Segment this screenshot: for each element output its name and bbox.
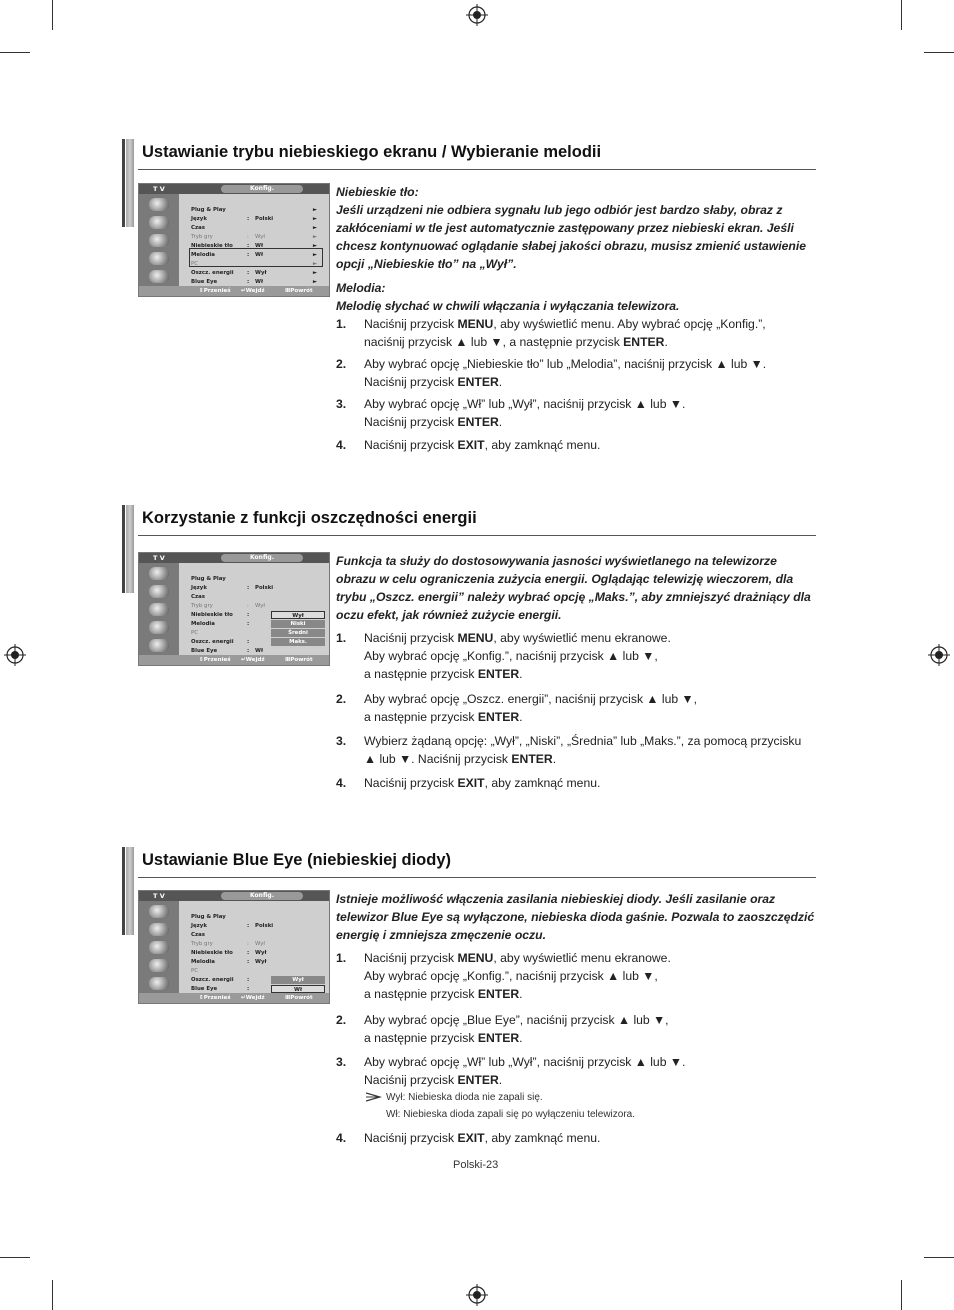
step-text: Naciśnij przycisk EXIT, aby zamknąć menu. bbox=[364, 776, 601, 790]
osd-row: Melodia : bbox=[191, 621, 250, 627]
sound-icon bbox=[149, 585, 169, 598]
osd-tv-label: T V bbox=[153, 185, 165, 193]
section-divider bbox=[138, 169, 816, 170]
picture-icon bbox=[149, 567, 169, 580]
section-title: Ustawianie Blue Eye (niebieskiej diody) bbox=[142, 851, 452, 869]
picture-icon bbox=[149, 905, 169, 918]
osd-row: PC bbox=[191, 968, 199, 974]
description-blue-screen: Niebieskie tło: Jeśli urządzeni nie odbiera sygnału lub jego odbiór jest bardzo słaby, obraz z zakłóceniami w tle jest automatycznie zastępowany przez niebieski ekran. Jeśli chcesz kontynuować oglądanie słabej jakości obrazu, musisz zmienić ustawienie opcji „Niebieskie tło” na „Wył”. Melodia: Melodię słychać w chwili włączania i wyłączania telewizora. bbox=[336, 185, 807, 313]
step-text: Naciśnij przycisk MENU, aby wyświetlić menu ekranowe. Aby wybrać opcję „Konfig.”, naciśnij przycisk ▲ lub ▼, a następnie przycisk ENTER. bbox=[364, 631, 671, 681]
osd-row: Tryb gry : Wył ► bbox=[191, 234, 317, 240]
osd-tab-label: Konfig. bbox=[221, 554, 303, 562]
osd-menu-screenshot bbox=[138, 183, 330, 297]
osd-row: Niebieskie tło : bbox=[191, 612, 250, 618]
osd-row: Język : Polski bbox=[191, 923, 274, 929]
osd-footer: ⇕ Przenieś ↵ Wejdź Ⅲ Powrót bbox=[139, 993, 329, 1003]
section-divider bbox=[138, 877, 816, 878]
crop-mark bbox=[0, 52, 30, 53]
registration-mark-icon bbox=[466, 1284, 488, 1306]
setup-icon bbox=[149, 270, 169, 283]
osd-row: Melodia : Wył bbox=[191, 959, 267, 965]
picture-icon bbox=[149, 198, 169, 211]
osd-row: Melodia : Wł ► bbox=[191, 252, 317, 258]
crop-mark bbox=[924, 1257, 954, 1258]
step-text: Naciśnij przycisk MENU, aby wyświetlić menu ekranowe. Aby wybrać opcję „Konfig.”, naciśnij przycisk ▲ lub ▼, a następnie przycisk ENTER. bbox=[364, 951, 671, 1001]
description-energy-saving: Funkcja ta służy do dostosowywania jasności wyświetlanego na telewizorze obrazu w celu ograniczenia zużycia energii. Oglądając telewizję wieczorem, dla trybu „Oszcz. energii” należy wybrać opcję „Maks.”, aby zmniejszyć drażniący dla oczu efekt, jak również zużycie energii. bbox=[336, 554, 811, 622]
osd-row: Tryb gry : Wył bbox=[191, 603, 265, 609]
osd-menu-screenshot bbox=[138, 890, 330, 1004]
osd-sidebar bbox=[139, 901, 179, 993]
osd-row: Język : Polski bbox=[191, 585, 274, 591]
osd-menu-screenshot bbox=[138, 552, 330, 666]
section-blue-eye: Ustawianie Blue Eye (niebieskiej diody) T V Konfig. Plug & Play Język : Polski Czas Tryb gry : Wył Niebieskie tło : Wył Melodia : Wył PC Oszcz. energii : Blue Eye : Wył Wł ⇕ Przenieś ↵ Wejdź Ⅲ Powrót Istnieje możliwość włączenia zasilania niebieskiej diody. Jeśli zasilanie oraz telewizor Blue Eye są wyłączone, niebieska dioda gaśnie. Pozwala to zaoszczędzić energię i zmniejsza zmęczenie oczu. 1. Naciśnij przycisk MENU, aby wyświetlić menu ekranowe. Aby wybrać opcję „Konfig.”, naciśnij przycisk ▲ lub ▼, a następnie przycisk ENTER. 2. Aby wybrać opcję „Blue Eye”, naciśnij przycisk ▲ lub ▼, a następnie przycisk ENTER. 3. Aby wybrać opcję „Wł” lub „Wył”, naciśnij przycisk ▲ lub ▼. Naciśnij przycisk ENTER. Wył: Niebieska dioda nie zapali się. Wł: Niebieska dioda zapali się po wyłączeniu telewizora. 4. Naciśnij przycisk EXIT, aby zamknąć menu. bbox=[122, 847, 816, 1157]
section-marker bbox=[122, 847, 134, 935]
input-icon bbox=[149, 959, 169, 972]
osd-row: Plug & Play bbox=[191, 914, 226, 920]
osd-sidebar bbox=[139, 194, 179, 286]
step-text: Naciśnij przycisk EXIT, aby zamknąć menu. bbox=[364, 438, 601, 452]
step-text: Wybierz żądaną opcję: „Wył”, „Niski”, „Średnia” lub „Maks.”, za pomocą przycisku ▲ lub ▼. Naciśnij przycisk ENTER. bbox=[364, 734, 802, 766]
section-title: Ustawianie trybu niebieskiego ekranu / Wybieranie melodii bbox=[142, 143, 602, 161]
osd-tv-label: T V bbox=[153, 554, 165, 562]
crop-mark bbox=[901, 1280, 902, 1310]
osd-sidebar bbox=[139, 563, 179, 655]
osd-row: Oszcz. energii : bbox=[191, 639, 250, 645]
note-arrow-icon bbox=[366, 1092, 382, 1102]
osd-row: Blue Eye : Wł bbox=[191, 648, 263, 654]
osd-tv-label: T V bbox=[153, 892, 165, 900]
osd-row: Blue Eye : bbox=[191, 986, 250, 992]
osd-option: Średni bbox=[271, 629, 325, 637]
registration-mark-icon bbox=[4, 644, 26, 666]
osd-row: Czas bbox=[191, 932, 205, 938]
registration-mark-icon bbox=[466, 4, 488, 26]
osd-row: Plug & Play ► bbox=[191, 207, 317, 213]
osd-option: Maks. bbox=[271, 638, 325, 646]
osd-row: Blue Eye : Wł ► bbox=[191, 279, 317, 285]
sound-icon bbox=[149, 216, 169, 229]
osd-row: Czas ► bbox=[191, 225, 317, 231]
input-icon bbox=[149, 621, 169, 634]
crop-mark bbox=[924, 52, 954, 53]
osd-footer: ⇕ Przenieś ↵ Wejdź Ⅲ Powrót bbox=[139, 655, 329, 665]
crop-mark bbox=[52, 0, 53, 30]
osd-row: Oszcz. energii : Wył ► bbox=[191, 270, 317, 276]
channel-icon bbox=[149, 234, 169, 247]
section-blue-screen-melody: Ustawianie trybu niebieskiego ekranu / Wybieranie melodii T V Konfig. Plug & Play ► Język : Polski ► Czas ► Tryb gry : Wył ► Niebieskie tło : Wł ► Melodia : Wł ► PC ► Oszcz. energii : Wył ► Blue Eye : Wł ► ⇕ Przenieś ↵ Wejdź Ⅲ Powrót Niebieskie tło: Jeśli urządzeni nie odbiera sygnału lub jego odbiór jest bardzo słaby, obraz z zakłóceniami w tle jest automatycznie zastępowany przez niebieski ekran. Jeśli chcesz kontynuować oglądanie słabej jakości obrazu, musisz zmienić ustawienie opcji „Niebieskie tło” na „Wył”. Melodia: Melodię słychać w chwili włączania i wyłączania telewizora. 1. Naciśnij przycisk MENU, aby wyświetlić menu. Aby wybrać opcję „Konfig.”, naciśnij przycisk ▲ lub ▼, a następnie przycisk ENTER. 2. Aby wybrać opcję „Niebieskie tło” lub „Melodia”, naciśnij przycisk ▲ lub ▼. Naciśnij przycisk ENTER. 3. Aby wybrać opcję „Wł” lub „Wył”, naciśnij przycisk ▲ lub ▼. Naciśnij przycisk ENTER. 4. Naciśnij przycisk EXIT, aby zamknąć menu. bbox=[122, 139, 816, 459]
osd-row: PC bbox=[191, 630, 199, 636]
sound-icon bbox=[149, 923, 169, 936]
step-text: Aby wybrać opcję „Blue Eye”, naciśnij przycisk ▲ lub ▼, a następnie przycisk ENTER. bbox=[364, 1013, 669, 1045]
osd-row: PC ► bbox=[191, 261, 317, 267]
crop-mark bbox=[901, 0, 902, 30]
note-text: Wył: Niebieska dioda nie zapali się. Wł: Niebieska dioda zapali się po wyłączeniu telewizora. bbox=[386, 1092, 636, 1120]
osd-row: Język : Polski ► bbox=[191, 216, 317, 222]
osd-option: Wył bbox=[271, 611, 325, 619]
osd-row: Plug & Play bbox=[191, 576, 226, 582]
osd-option: Niski bbox=[271, 620, 325, 628]
registration-mark-icon bbox=[928, 644, 950, 666]
section-title: Korzystanie z funkcji oszczędności energii bbox=[142, 509, 477, 527]
osd-row: Niebieskie tło : Wł ► bbox=[191, 243, 317, 249]
section-energy-saving: Korzystanie z funkcji oszczędności energii T V Konfig. Plug & Play Język : Polski Czas Tryb gry : Wył Niebieskie tło : Melodia : PC Oszcz. energii : Blue Eye : Wł Wył Niski Średni Maks. ⇕ Przenieś ↵ Wejdź Ⅲ Powrót Funkcja ta służy do dostosowywania jasności wyświetlanego na telewizorze obrazu w celu ograniczenia zużycia energii. Oglądając telewizję wieczorem, dla trybu „Oszcz. energii” należy wybrać opcję „Maks.”, aby zmniejszyć drażniący dla oczu efekt, jak również zużycie energii. 1. Naciśnij przycisk MENU, aby wyświetlić menu ekranowe. Aby wybrać opcję „Konfig.”, naciśnij przycisk ▲ lub ▼, a następnie przycisk ENTER. 2. Aby wybrać opcję „Oszcz. energii”, naciśnij przycisk ▲ lub ▼, a następnie przycisk ENTER. 3. Wybierz żądaną opcję: „Wył”, „Niski”, „Średnia” lub „Maks.”, za pomocą przycisku ▲ lub ▼. Naciśnij przycisk ENTER. 4. Naciśnij przycisk EXIT, aby zamknąć menu. bbox=[122, 505, 816, 805]
section-marker bbox=[122, 139, 134, 227]
step-text: Aby wybrać opcję „Niebieskie tło” lub „Melodia”, naciśnij przycisk ▲ lub ▼. Naciśnij przycisk ENTER. bbox=[364, 357, 767, 389]
crop-mark bbox=[52, 1280, 53, 1310]
crop-mark bbox=[0, 1257, 30, 1258]
input-icon bbox=[149, 252, 169, 265]
step-text: Aby wybrać opcję „Wł” lub „Wył”, naciśnij przycisk ▲ lub ▼. Naciśnij przycisk ENTER. bbox=[364, 397, 686, 429]
step-text: Aby wybrać opcję „Wł” lub „Wył”, naciśnij przycisk ▲ lub ▼. Naciśnij przycisk ENTER. bbox=[364, 1055, 686, 1087]
step-text: Naciśnij przycisk EXIT, aby zamknąć menu. bbox=[364, 1131, 601, 1145]
setup-icon bbox=[149, 639, 169, 652]
osd-row: Tryb gry : Wył bbox=[191, 941, 265, 947]
osd-row: Oszcz. energii : bbox=[191, 977, 250, 983]
osd-footer: ⇕ Przenieś ↵ Wejdź Ⅲ Powrót bbox=[139, 286, 329, 296]
channel-icon bbox=[149, 603, 169, 616]
osd-row: Niebieskie tło : Wył bbox=[191, 950, 267, 956]
setup-icon bbox=[149, 977, 169, 990]
section-divider bbox=[138, 535, 816, 536]
step-text: Aby wybrać opcję „Oszcz. energii”, naciśnij przycisk ▲ lub ▼, a następnie przycisk ENTER. bbox=[364, 692, 697, 724]
section-marker bbox=[122, 505, 134, 593]
page-number: Polski-23 bbox=[453, 1159, 499, 1171]
channel-icon bbox=[149, 941, 169, 954]
osd-tab-label: Konfig. bbox=[221, 892, 303, 900]
step-text: Naciśnij przycisk MENU, aby wyświetlić menu. Aby wybrać opcję „Konfig.”, naciśnij przycisk ▲ lub ▼, a następnie przycisk ENTER. bbox=[364, 317, 766, 349]
osd-row: Czas bbox=[191, 594, 205, 600]
osd-option: Wł bbox=[271, 985, 325, 993]
osd-option: Wył bbox=[271, 976, 325, 984]
description-blue-eye: Istnieje możliwość włączenia zasilania niebieskiej diody. Jeśli zasilanie oraz telewizor Blue Eye są wyłączone, niebieska dioda gaśnie. Pozwala to zaoszczędzić energię i zmniejsza zmęczenie oczu. bbox=[336, 892, 815, 942]
osd-tab-label: Konfig. bbox=[221, 185, 303, 193]
